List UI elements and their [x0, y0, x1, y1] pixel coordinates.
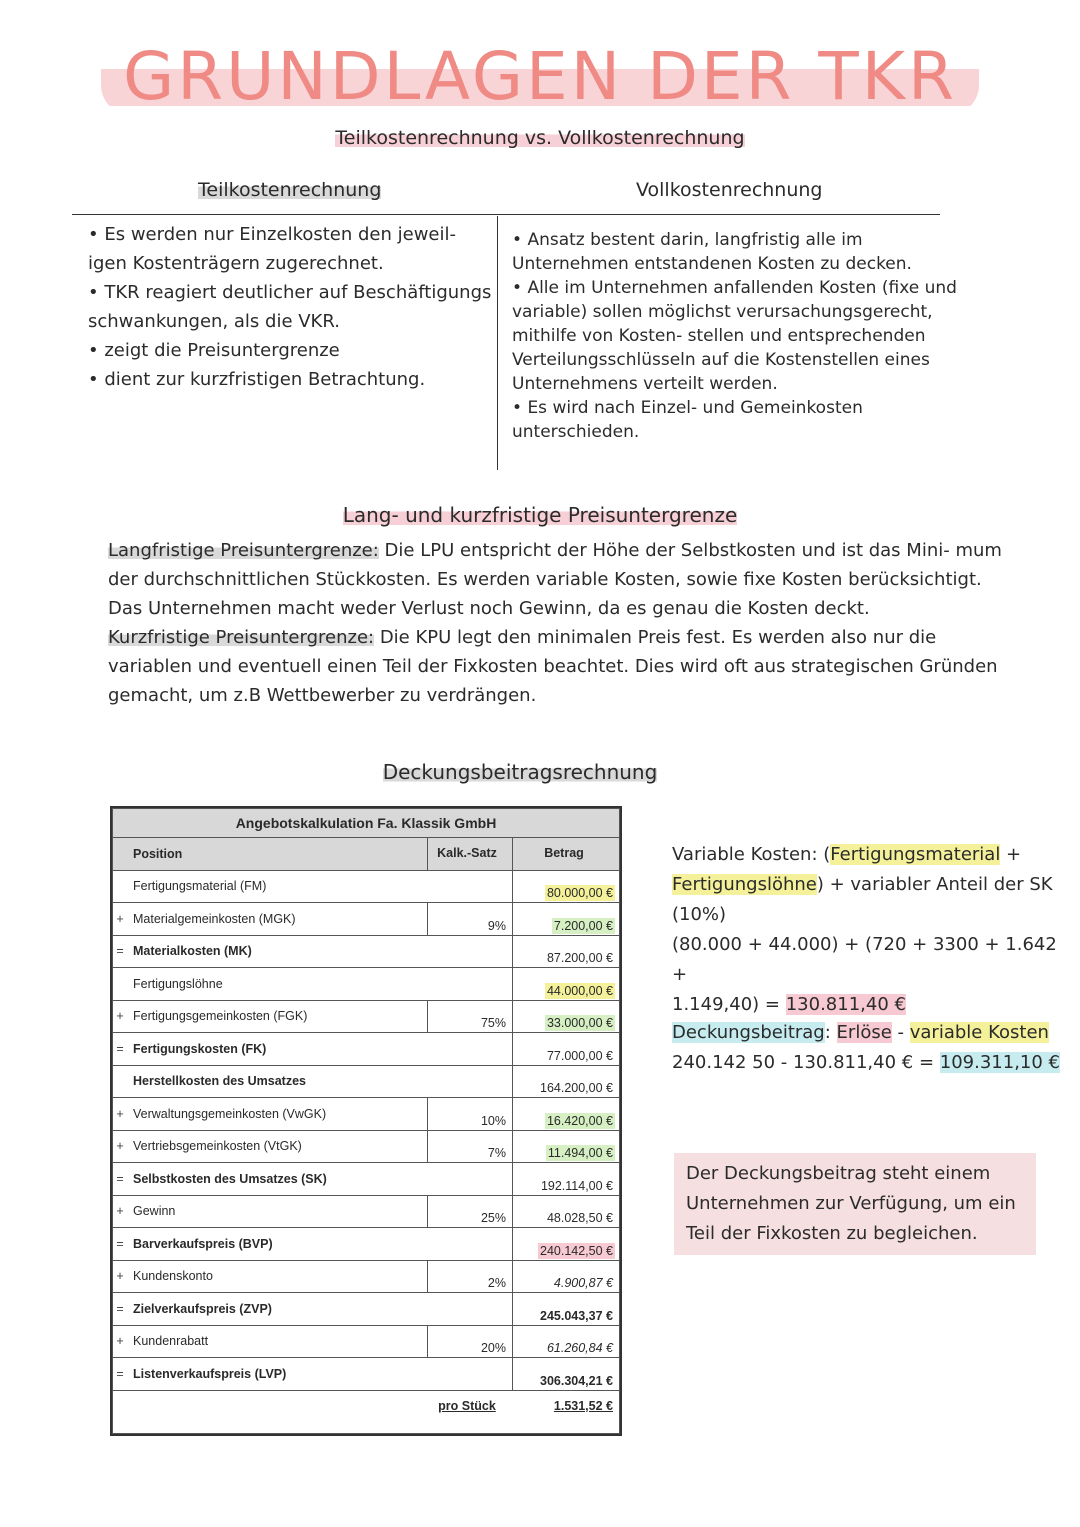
- row-amount-cell: [513, 1293, 620, 1326]
- db-calc: 240.142 50 - 130.811,40 € =: [672, 1052, 940, 1073]
- list-item: • TKR reagiert deutlicher auf Beschäftigungs schwankungen, als die VKR.: [88, 278, 493, 336]
- left-heading-text: Teilkostenrechnung: [198, 179, 382, 201]
- page-title: GRUNDLAGEN DER TKR: [101, 38, 979, 115]
- row-amount-cell: [513, 1163, 620, 1196]
- table-footer-row: [113, 1390, 620, 1433]
- row-amount: 16.420,00 €: [546, 1113, 613, 1128]
- row-operator: =: [113, 1228, 128, 1261]
- vertical-divider: [497, 216, 498, 470]
- row-position: Vertriebsgemeinkosten (VtGK): [127, 1130, 428, 1163]
- row-amount-cell: [513, 1195, 620, 1228]
- row-position: Gewinn: [127, 1195, 428, 1228]
- header-amount: Betrag: [513, 838, 620, 871]
- subtitle-text: Teilkostenrechnung vs. Vollkostenrechnung: [335, 127, 745, 149]
- note-text: Der Deckungsbeitrag steht einem Unternehmen zur Verfügung, um ein Teil der Fixkosten zu begleichen.: [686, 1163, 1016, 1244]
- row-position: Fertigungskosten (FK): [127, 1033, 513, 1066]
- row-operator: +: [113, 1000, 128, 1033]
- table-title: Angebotskalkulation Fa. Klassik GmbH: [113, 809, 620, 838]
- list-item: • dient zur kurzfristigen Betrachtung.: [88, 365, 493, 394]
- row-position: Fertigungslöhne: [127, 968, 513, 1001]
- header-position: Position: [127, 838, 428, 871]
- row-operator: +: [113, 1098, 128, 1131]
- table-row: [113, 1228, 620, 1261]
- kurz-text: Die KPU legt den minimalen Preis fest. Es werden also nur die variablen und eventuell einen Teil der Fixkosten beachtet. Dies wird oft aus strategischen Gründen gemacht, um z.B Wettbewerber zu verdrängen.: [108, 627, 998, 706]
- row-operator: +: [113, 1130, 128, 1163]
- table-row: [113, 935, 620, 968]
- row-position: Herstellkosten des Umsatzes: [127, 1065, 513, 1098]
- page-title-wrap: [0, 38, 1080, 115]
- row-amount: 7.200,00 €: [553, 918, 613, 933]
- db-dash: -: [891, 1022, 910, 1043]
- table-row: [113, 1358, 620, 1391]
- db-label: Deckungsbeitrag: [672, 1022, 825, 1043]
- variable-result: 130.811,40 €: [785, 994, 906, 1015]
- row-amount: 4.900,87 €: [553, 1276, 613, 1290]
- subtitle: [0, 124, 1080, 153]
- footer-label-cell: [428, 1390, 513, 1433]
- table-row: [113, 1000, 620, 1033]
- row-amount-cell: [513, 1033, 620, 1066]
- table-row: [113, 1195, 620, 1228]
- preis-heading-text: Lang- und kurzfristige Preisuntergrenze: [342, 503, 738, 527]
- list-item: • Ansatz bestent darin, langfristig alle im Unternehmen entstandenen Kosten zu decken.: [512, 228, 962, 276]
- lang-paragraph: [108, 536, 1008, 623]
- table-header-row: [113, 838, 620, 871]
- table-row: [113, 1325, 620, 1358]
- row-amount: 245.043,37 €: [540, 1308, 613, 1323]
- variable-calc-a: (80.000 + 44.000) + (720 + 3300 + 1.642 +: [672, 934, 1057, 985]
- table-row: [113, 903, 620, 936]
- kurz-label: Kurzfristige Preisuntergrenze:: [108, 627, 375, 648]
- row-operator: =: [113, 1163, 128, 1196]
- footer-label: pro Stück: [438, 1398, 496, 1413]
- row-position: Materialkosten (MK): [127, 935, 513, 968]
- lang-label: Langfristige Preisuntergrenze:: [108, 540, 379, 561]
- row-amount-cell: [513, 1130, 620, 1163]
- vollkosten-list: [512, 228, 962, 444]
- row-rate: 25%: [428, 1195, 513, 1228]
- fm-highlight: Fertigungsmaterial: [830, 844, 1001, 865]
- row-amount: 48.028,50 €: [546, 1211, 613, 1225]
- row-operator: =: [113, 1033, 128, 1066]
- list-item: • Es wird nach Einzel- und Gemeinkosten unterschieden.: [512, 396, 962, 444]
- row-position: Fertigungsgemeinkosten (FGK): [127, 1000, 428, 1033]
- table-row: [113, 1260, 620, 1293]
- list-item: • Es werden nur Einzelkosten den jeweil- igen Kostenträgern zugerechnet.: [88, 220, 493, 278]
- row-amount-cell: [513, 870, 620, 903]
- row-position: Materialgemeinkosten (MGK): [127, 903, 428, 936]
- footer-amount-cell: [513, 1390, 620, 1433]
- row-amount: 240.142,50 €: [540, 1243, 613, 1258]
- list-item: • zeigt die Preisuntergrenze: [88, 336, 493, 365]
- row-rate: 7%: [428, 1130, 513, 1163]
- row-amount-cell: [513, 1098, 620, 1131]
- db-variable: variable Kosten: [909, 1022, 1049, 1043]
- row-amount: 80.000,00 €: [546, 886, 613, 900]
- preis-paragraphs: [108, 536, 1008, 710]
- table-row: [113, 968, 620, 1001]
- row-operator: +: [113, 903, 128, 936]
- table-row: [113, 1098, 620, 1131]
- row-amount-cell: [513, 1000, 620, 1033]
- variable-calc-b: 1.149,40) =: [672, 994, 786, 1015]
- row-amount-cell: [513, 1260, 620, 1293]
- variable-costs-label: Variable Kosten: (: [672, 844, 831, 865]
- row-position: Barverkaufspreis (BVP): [127, 1228, 513, 1261]
- plus-text: +: [1000, 844, 1022, 865]
- lang-text: Die LPU entspricht der Höhe der Selbstkosten und ist das Mini- mum der durchschnittlichen Stückkosten. Es werden variable Kosten, sowie fixe Kosten berücksichtigt. Das Unternehmen macht weder Verlust noch Gewinn, da es genau die Kosten deckt.: [108, 540, 1002, 619]
- row-rate: 2%: [428, 1260, 513, 1293]
- right-heading: [636, 176, 823, 205]
- row-position: Kundenrabatt: [127, 1325, 428, 1358]
- fl-highlight: Fertigungslöhne: [672, 874, 817, 895]
- row-amount: 61.260,84 €: [546, 1341, 613, 1355]
- left-heading: [198, 176, 381, 205]
- row-amount-cell: [513, 1358, 620, 1391]
- table-row: [113, 870, 620, 903]
- row-amount: 33.000,00 €: [546, 1016, 613, 1030]
- row-amount: 87.200,00 €: [546, 951, 613, 965]
- row-position: Zielverkaufspreis (ZVP): [127, 1293, 513, 1326]
- table-row: [113, 1033, 620, 1066]
- row-position: Fertigungsmaterial (FM): [127, 870, 513, 903]
- variable-rest: ) + variabler Anteil der SK (10%): [672, 874, 1053, 925]
- row-amount-cell: [513, 1325, 620, 1358]
- header-op: [113, 838, 128, 871]
- row-operator: =: [113, 1293, 128, 1326]
- kurz-paragraph: [108, 623, 1008, 710]
- header-rate: Kalk.-Satz: [428, 838, 513, 871]
- row-operator: [113, 968, 128, 1001]
- row-amount: 44.000,00 €: [546, 983, 613, 998]
- row-rate: 20%: [428, 1325, 513, 1358]
- table-row: [113, 1130, 620, 1163]
- row-position: Selbstkosten des Umsatzes (SK): [127, 1163, 513, 1196]
- db-result: 109.311,10 €: [939, 1052, 1060, 1073]
- row-position: Listenverkaufspreis (LVP): [127, 1358, 513, 1391]
- row-operator: +: [113, 1325, 128, 1358]
- row-amount-cell: [513, 1228, 620, 1261]
- row-operator: [113, 870, 128, 903]
- row-operator: [113, 1065, 128, 1098]
- db-formula: [672, 1018, 1072, 1078]
- row-rate: 75%: [428, 1000, 513, 1033]
- footer-spacer: [113, 1390, 428, 1433]
- db-colon: :: [824, 1022, 837, 1043]
- db-heading-text: Deckungsbeitragsrechnung: [382, 760, 658, 784]
- table-row: [113, 1065, 620, 1098]
- table-title-row: [113, 809, 620, 838]
- row-position: Kundenskonto: [127, 1260, 428, 1293]
- note-box: [674, 1153, 1036, 1255]
- row-amount: 306.304,21 €: [540, 1373, 613, 1388]
- row-operator: =: [113, 1358, 128, 1391]
- row-rate: 10%: [428, 1098, 513, 1131]
- db-erloese: Erlöse: [836, 1022, 892, 1043]
- row-amount: 192.114,00 €: [540, 1178, 613, 1193]
- row-operator: +: [113, 1260, 128, 1293]
- footer-amount: 1.531,52 €: [553, 1398, 613, 1413]
- row-amount-cell: [513, 1065, 620, 1098]
- teilkosten-list: [88, 220, 493, 394]
- preis-heading: [0, 501, 1080, 530]
- row-amount-cell: [513, 935, 620, 968]
- row-operator: +: [113, 1195, 128, 1228]
- row-amount: 11.494,00 €: [547, 1146, 613, 1160]
- db-heading: [0, 758, 1040, 787]
- row-amount: 77.000,00 €: [546, 1048, 613, 1063]
- table-row: [113, 1163, 620, 1196]
- variable-costs-note: [672, 840, 1072, 1020]
- row-amount-cell: [513, 903, 620, 936]
- kalkulation-table: [110, 806, 622, 1436]
- list-item: • Alle im Unternehmen anfallenden Kosten (fixe und variable) sollen möglichst verursachungsgerecht, mithilfe von Kosten- stellen und entsprechenden Verteilungsschlüsseln auf die Kostenstellen eines Unternehmens verteilt werden.: [512, 276, 962, 396]
- row-operator: =: [113, 935, 128, 968]
- horizontal-divider: [72, 214, 940, 215]
- table-row: [113, 1293, 620, 1326]
- row-position: Verwaltungsgemeinkosten (VwGK): [127, 1098, 428, 1131]
- row-amount-cell: [513, 968, 620, 1001]
- right-heading-text: Vollkostenrechnung: [636, 179, 823, 201]
- row-amount: 164.200,00 €: [540, 1081, 613, 1095]
- row-rate: 9%: [428, 903, 513, 936]
